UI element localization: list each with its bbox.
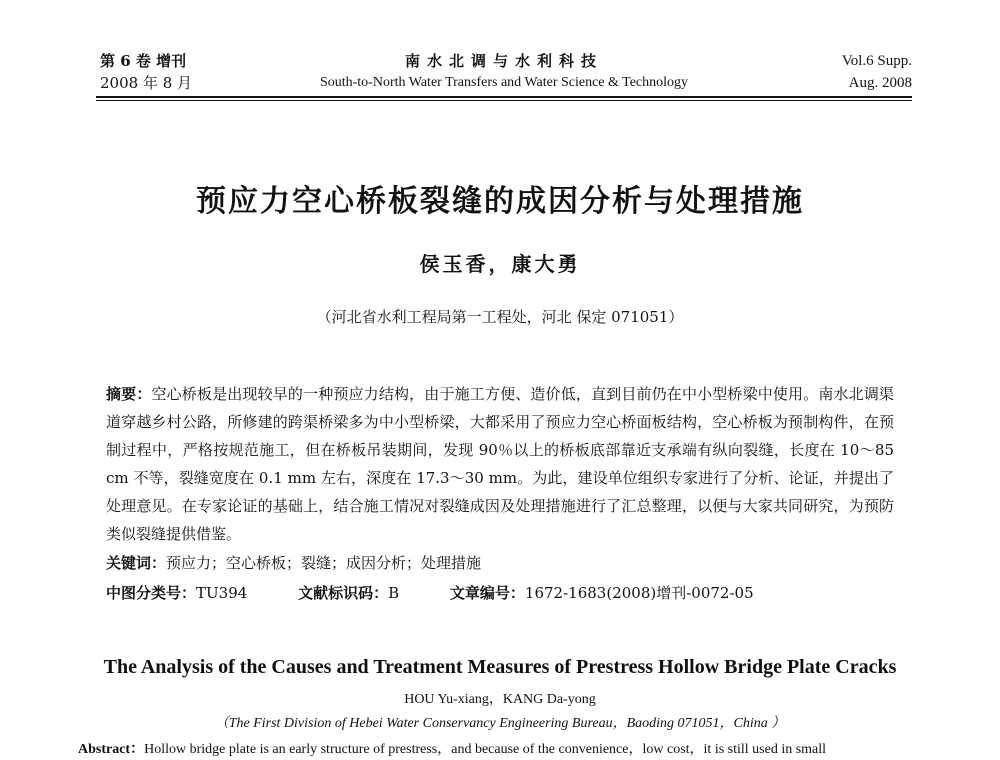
journal-header bbox=[0, 46, 1000, 96]
english-affiliation: （The First Division of Hebei Water Conservancy Engineering Bureau，Baoding 071051，China ） bbox=[214, 716, 786, 731]
doc-value: B bbox=[388, 584, 400, 602]
issue-info bbox=[100, 50, 192, 94]
keywords-text: 预应力；空心桥板；裂缝；成因分析；处理措施 bbox=[166, 554, 482, 572]
english-abstract bbox=[78, 738, 938, 758]
article-number bbox=[450, 584, 754, 602]
clc-number bbox=[106, 584, 247, 602]
issue-date-en: Aug. 2008 bbox=[848, 75, 912, 91]
english-authors: HOU Yu-xiang，KANG Da-yong bbox=[404, 692, 596, 707]
paper-title: 预应力空心桥板裂缝的成因分析与处理措施 bbox=[196, 184, 804, 219]
article-label: 文章编号： bbox=[449, 584, 525, 602]
doc-code bbox=[298, 584, 399, 602]
paper-authors: 侯玉香，康大勇 bbox=[419, 252, 581, 276]
doc-label: 文献标识码： bbox=[298, 584, 389, 602]
clc-label: 中图分类号： bbox=[106, 584, 197, 602]
journal-name-en: South-to-North Water Transfers and Water Science & Technology bbox=[319, 75, 689, 90]
english-title: The Analysis of the Causes and Treatment Measures of Prestress Hollow Bridge Plate Cracks bbox=[103, 656, 897, 678]
english-abstract-text: Hollow bridge plate is an early structure of prestress，and because of the convenience，low cost，it is still used in small bbox=[144, 742, 827, 757]
volume-label: 第 6 卷 增刊 bbox=[100, 52, 187, 70]
journal-name bbox=[280, 50, 728, 94]
header-rule-thin bbox=[96, 100, 912, 101]
classification-line bbox=[106, 582, 894, 603]
issue-date: 2008 年 8 月 bbox=[100, 74, 193, 92]
journal-name-cn: 南水北调与水利科技 bbox=[404, 52, 603, 70]
keywords bbox=[106, 552, 894, 573]
abstract-cn bbox=[106, 380, 894, 548]
volume-label-en: Vol.6 Supp. bbox=[841, 53, 912, 69]
paper-affiliation: （河北省水利工程局第一工程处，河北 保定 071051） bbox=[316, 308, 684, 326]
keywords-label: 关键词： bbox=[106, 554, 167, 572]
header-rule-thick bbox=[96, 96, 912, 98]
clc-value: TU394 bbox=[196, 584, 248, 602]
english-abstract-label: Abstract： bbox=[78, 742, 145, 757]
abstract-label: 摘要： bbox=[106, 385, 152, 403]
issue-info-en bbox=[842, 50, 912, 94]
abstract-text: 空心桥板是出现较早的一种预应力结构，由于施工方便、造价低，直到目前仍在中小型桥梁中使用。南水北调渠道穿越乡村公路，所修建的跨渠桥梁多为中小型桥梁，大都采用了预应力空心桥面板结构，空心桥板为预制构件，在预制过程中，严格按规范施工，但在桥板吊装期间，发现 90％以上的桥板底部靠近支承端有纵向裂缝，长度在 10～85 cm 不等，裂缝宽度在 0.1 mm 左右，深度在 17.3～30 mm。为此，建设单位组织专家进行了分析、论证，并提出了处理意见。在专家论证的基础上，结合施工情况对裂缝成因及处理措施进行了汇总整理，以便与大家共同研究，为预防类似裂缝提供借鉴。 bbox=[106, 385, 894, 543]
article-value: 1672-1683(2008)增刊-0072-05 bbox=[524, 584, 754, 602]
